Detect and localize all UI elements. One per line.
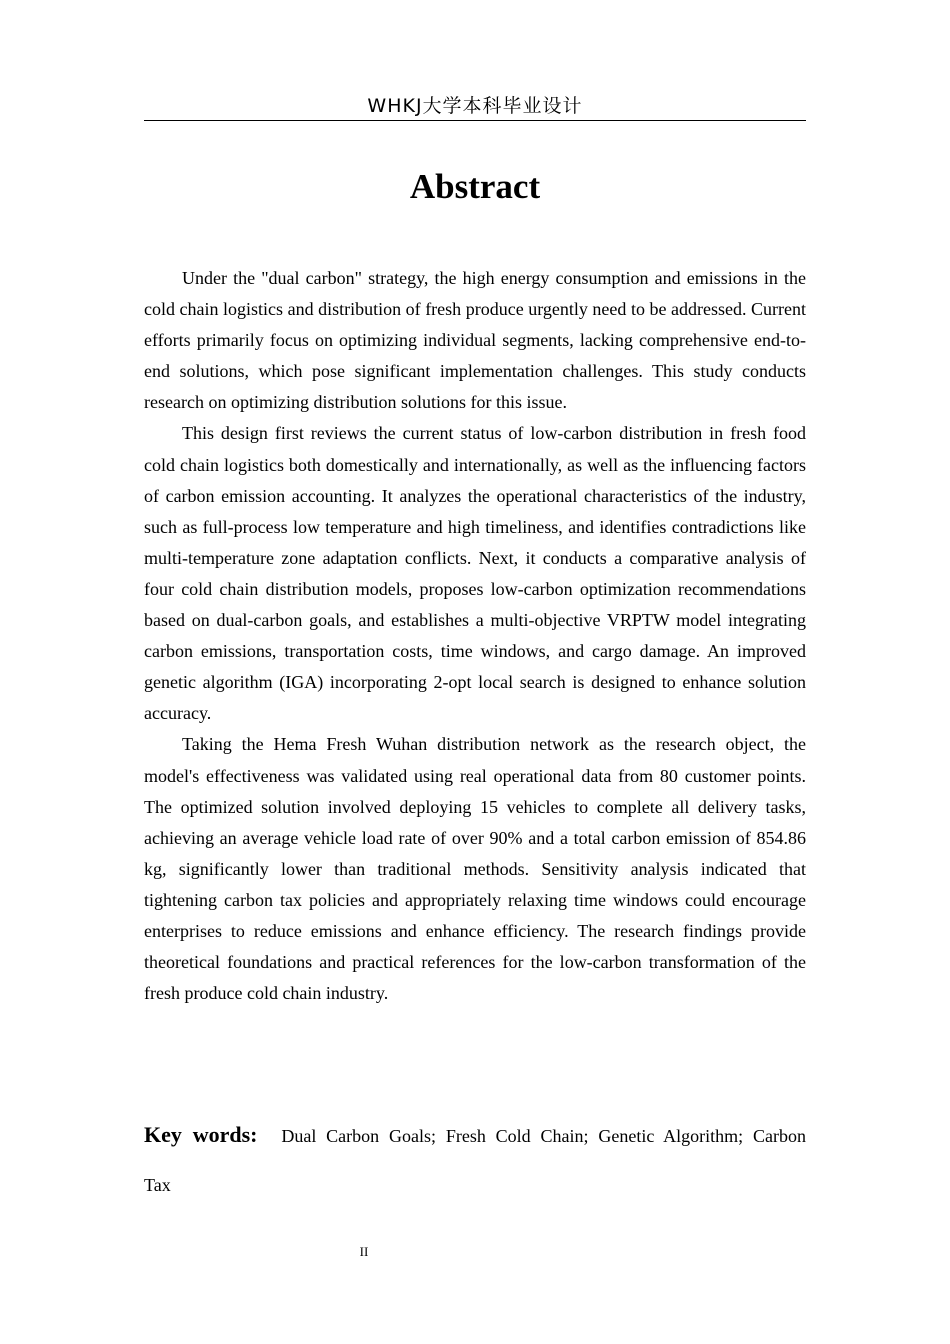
keywords-label: Key words:	[144, 1122, 258, 1147]
header-text: WHKJ大学本科毕业设计	[367, 95, 583, 117]
keywords-terms: Dual Carbon Goals; Fresh Cold Chain; Genetic Algorithm; Carbon Tax	[144, 1126, 806, 1195]
abstract-paragraph-2: This design first reviews the current status of low-carbon distribution in fresh food cold chain logistics both domestically and internationally, as well as the influencing factors of carbon emission accounting. It analyzes the operational characteristics of the industry, such as full-process low temperature and high timeliness, and identifies contradictions like multi-temperature zone adaptation conflicts. Next, it conducts a comparative analysis of four cold chain distribution models, proposes low-carbon optimization recommendations based on dual-carbon goals, and establishes a multi-objective VRPTW model integrating carbon emissions, transportation costs, time windows, and cargo damage. An improved genetic algorithm (IGA) incorporating 2-opt local search is designed to enhance solution accuracy.	[144, 423, 806, 724]
page-title: Abstract	[409, 167, 541, 206]
abstract-paragraph-1: Under the "dual carbon" strategy, the high energy consumption and emissions in the cold chain logistics and distribution of fresh produce urgently need to be addressed. Current efforts primarily focus on optimizing individual segments, lacking comprehensive end-to-end solutions, which pose significant implementation challenges. This study conducts research on optimizing distribution solutions for this issue.	[144, 268, 806, 413]
abstract-body	[144, 263, 806, 1009]
abstract-paragraph-3: Taking the Hema Fresh Wuhan distribution network as the research object, the model's effectiveness was validated using real operational data from 80 customer points. The optimized solution involved deploying 15 vehicles to complete all delivery tasks, achieving an average vehicle load rate of over 90% and a total carbon emission of 854.86 kg, significantly lower than traditional methods. Sensitivity analysis indicated that tightening carbon tax policies and appropriately relaxing time windows could encourage enterprises to reduce emissions and enhance efficiency. The research findings provide theoretical foundations and practical references for the low-carbon transformation of the fresh produce cold chain industry.	[144, 734, 806, 1004]
keywords-section	[144, 1110, 806, 1210]
page-header	[144, 94, 806, 121]
page-number: II	[359, 1244, 369, 1259]
